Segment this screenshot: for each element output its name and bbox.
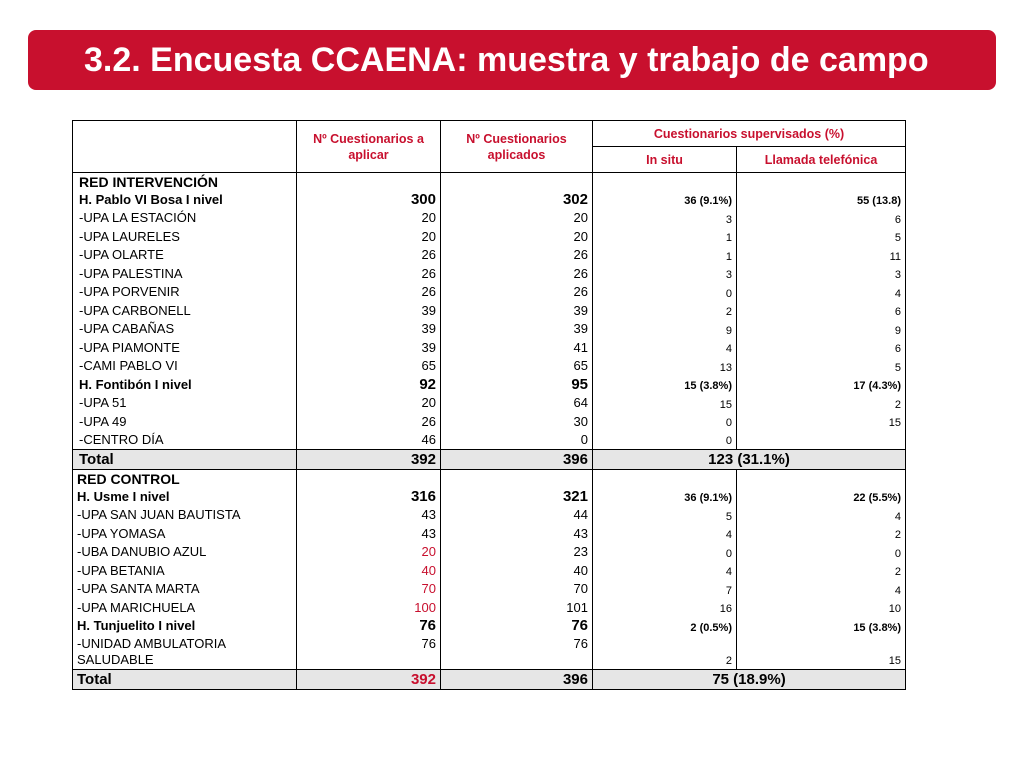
cell-phone: 3 xyxy=(737,265,906,284)
cell-to-apply: 39 xyxy=(297,302,441,321)
row-name: -UPA CARBONELL xyxy=(73,302,297,321)
table-row xyxy=(73,599,906,618)
cell-in-situ: 7 xyxy=(593,580,737,599)
row-name: -UPA PORVENIR xyxy=(73,283,297,302)
intervention-total-row xyxy=(73,450,906,470)
total-supervised: 123 (31.1%) xyxy=(593,450,906,470)
row-name: -UPA BETANIA xyxy=(73,562,297,581)
table-row xyxy=(73,413,906,432)
cell-phone: 17 (4.3%) xyxy=(737,376,906,395)
control-section-blank xyxy=(593,470,737,488)
row-name: -UPA LA ESTACIÓN xyxy=(73,209,297,228)
cell-in-situ: 36 (9.1%) xyxy=(593,488,737,507)
row-name: H. Tunjuelito I nivel xyxy=(73,617,297,636)
cell-in-situ: 13 xyxy=(593,357,737,376)
total-applied: 396 xyxy=(441,670,593,690)
cell-in-situ: 4 xyxy=(593,339,737,358)
cell-applied: 26 xyxy=(441,283,593,302)
cell-in-situ: 2 (0.5%) xyxy=(593,617,737,636)
header-supervised: Cuestionarios supervisados (%) xyxy=(593,121,906,147)
cell-applied: 39 xyxy=(441,302,593,321)
cell-applied: 39 xyxy=(441,320,593,339)
cell-to-apply: 26 xyxy=(297,265,441,284)
table-row xyxy=(73,580,906,599)
cell-in-situ: 15 (3.8%) xyxy=(593,376,737,395)
cell-in-situ: 0 xyxy=(593,283,737,302)
table-row xyxy=(73,506,906,525)
cell-to-apply: 20 xyxy=(297,209,441,228)
table-row xyxy=(73,525,906,544)
cell-in-situ: 4 xyxy=(593,562,737,581)
table-row xyxy=(73,636,906,670)
cell-phone: 2 xyxy=(737,562,906,581)
control-section-blank xyxy=(441,470,593,488)
cell-phone: 2 xyxy=(737,525,906,544)
cell-applied: 101 xyxy=(441,599,593,618)
cell-phone: 11 xyxy=(737,246,906,265)
row-name: H. Pablo VI Bosa I nivel xyxy=(73,191,297,210)
cell-applied: 30 xyxy=(441,413,593,432)
cell-in-situ: 9 xyxy=(593,320,737,339)
header-applied: Nº Cuestionarios aplicados xyxy=(441,121,593,173)
cell-applied: 0 xyxy=(441,431,593,450)
total-applied: 396 xyxy=(441,450,593,470)
cell-to-apply: 39 xyxy=(297,320,441,339)
cell-applied: 41 xyxy=(441,339,593,358)
slide-title: 3.2. Encuesta CCAENA: muestra y trabajo de campo xyxy=(84,41,929,79)
cell-phone: 4 xyxy=(737,283,906,302)
cell-in-situ: 0 xyxy=(593,413,737,432)
header-empty xyxy=(73,121,297,173)
cell-to-apply: 92 xyxy=(297,376,441,395)
intervention-section-blank xyxy=(441,173,593,191)
header-to-apply: Nº Cuestionarios a aplicar xyxy=(297,121,441,173)
table-row xyxy=(73,320,906,339)
cell-in-situ: 2 xyxy=(593,636,737,670)
cell-to-apply: 70 xyxy=(297,580,441,599)
cell-phone: 55 (13.8) xyxy=(737,191,906,210)
intervention-section-label: RED INTERVENCIÓN xyxy=(73,173,297,191)
cell-applied: 76 xyxy=(441,617,593,636)
cell-to-apply: 20 xyxy=(297,228,441,247)
cell-to-apply: 46 xyxy=(297,431,441,450)
header-phone: Llamada telefónica xyxy=(737,147,906,173)
cell-phone: 10 xyxy=(737,599,906,618)
control-section-label: RED CONTROL xyxy=(73,470,297,488)
cell-to-apply: 65 xyxy=(297,357,441,376)
control-section-blank xyxy=(297,470,441,488)
cell-to-apply: 39 xyxy=(297,339,441,358)
cell-phone: 15 xyxy=(737,636,906,670)
total-supervised: 75 (18.9%) xyxy=(593,670,906,690)
cell-to-apply: 300 xyxy=(297,191,441,210)
cell-phone: 0 xyxy=(737,543,906,562)
cell-in-situ: 16 xyxy=(593,599,737,618)
cell-to-apply: 20 xyxy=(297,394,441,413)
cell-phone: 5 xyxy=(737,357,906,376)
survey-table xyxy=(72,120,906,690)
row-name: -UPA PIAMONTE xyxy=(73,339,297,358)
cell-in-situ: 3 xyxy=(593,265,737,284)
row-name: H. Usme I nivel xyxy=(73,488,297,507)
table-row xyxy=(73,209,906,228)
cell-phone: 22 (5.5%) xyxy=(737,488,906,507)
cell-applied: 23 xyxy=(441,543,593,562)
cell-in-situ: 4 xyxy=(593,525,737,544)
cell-applied: 26 xyxy=(441,265,593,284)
cell-phone: 6 xyxy=(737,339,906,358)
control-section-row xyxy=(73,470,906,488)
intervention-section-blank xyxy=(593,173,737,191)
cell-to-apply: 43 xyxy=(297,525,441,544)
total-label: Total xyxy=(73,450,297,470)
row-name: -UPA PALESTINA xyxy=(73,265,297,284)
row-name: -UPA OLARTE xyxy=(73,246,297,265)
table-row xyxy=(73,265,906,284)
cell-to-apply: 26 xyxy=(297,413,441,432)
cell-phone: 4 xyxy=(737,580,906,599)
cell-to-apply: 100 xyxy=(297,599,441,618)
cell-in-situ: 1 xyxy=(593,228,737,247)
cell-applied: 20 xyxy=(441,209,593,228)
cell-applied: 70 xyxy=(441,580,593,599)
row-name: -UPA MARICHUELA xyxy=(73,599,297,618)
cell-applied: 76 xyxy=(441,636,593,670)
cell-in-situ: 3 xyxy=(593,209,737,228)
table-row xyxy=(73,246,906,265)
cell-to-apply: 40 xyxy=(297,562,441,581)
table-row xyxy=(73,394,906,413)
table-row xyxy=(73,617,906,636)
intervention-body xyxy=(73,173,906,470)
row-name: -CENTRO DÍA xyxy=(73,431,297,450)
table-row xyxy=(73,543,906,562)
table-row xyxy=(73,191,906,210)
intervention-section-row xyxy=(73,173,906,191)
table-row xyxy=(73,283,906,302)
cell-phone: 15 xyxy=(737,413,906,432)
cell-in-situ: 36 (9.1%) xyxy=(593,191,737,210)
cell-to-apply: 316 xyxy=(297,488,441,507)
table-row xyxy=(73,339,906,358)
row-name: -UPA SAN JUAN BAUTISTA xyxy=(73,506,297,525)
cell-to-apply: 26 xyxy=(297,246,441,265)
cell-phone: 2 xyxy=(737,394,906,413)
control-section-blank xyxy=(737,470,906,488)
cell-phone: 5 xyxy=(737,228,906,247)
row-name: -CAMI PABLO VI xyxy=(73,357,297,376)
intervention-section-blank xyxy=(297,173,441,191)
cell-phone: 4 xyxy=(737,506,906,525)
cell-applied: 302 xyxy=(441,191,593,210)
row-name: H. Fontibón I nivel xyxy=(73,376,297,395)
cell-in-situ: 0 xyxy=(593,431,737,450)
cell-applied: 44 xyxy=(441,506,593,525)
row-name: -UPA YOMASA xyxy=(73,525,297,544)
cell-applied: 43 xyxy=(441,525,593,544)
control-body xyxy=(73,470,906,690)
row-name: -UPA CABAÑAS xyxy=(73,320,297,339)
cell-in-situ: 0 xyxy=(593,543,737,562)
cell-phone: 15 (3.8%) xyxy=(737,617,906,636)
row-name: -UBA DANUBIO AZUL xyxy=(73,543,297,562)
cell-applied: 40 xyxy=(441,562,593,581)
total-to-apply: 392 xyxy=(297,450,441,470)
cell-applied: 95 xyxy=(441,376,593,395)
total-to-apply: 392 xyxy=(297,670,441,690)
cell-phone xyxy=(737,431,906,450)
slide-title-banner xyxy=(28,30,996,90)
row-name: -UPA 49 xyxy=(73,413,297,432)
control-total-row xyxy=(73,670,906,690)
row-name: -UPA SANTA MARTA xyxy=(73,580,297,599)
cell-applied: 65 xyxy=(441,357,593,376)
cell-phone: 9 xyxy=(737,320,906,339)
cell-applied: 26 xyxy=(441,246,593,265)
cell-applied: 20 xyxy=(441,228,593,247)
table-row xyxy=(73,562,906,581)
row-name: -UPA 51 xyxy=(73,394,297,413)
header-in-situ: In situ xyxy=(593,147,737,173)
cell-phone: 6 xyxy=(737,302,906,321)
intervention-section-blank xyxy=(737,173,906,191)
table-row xyxy=(73,488,906,507)
table-row xyxy=(73,357,906,376)
table-row xyxy=(73,302,906,321)
table-row xyxy=(73,228,906,247)
table-row xyxy=(73,376,906,395)
cell-in-situ: 2 xyxy=(593,302,737,321)
cell-to-apply: 76 xyxy=(297,636,441,670)
cell-to-apply: 76 xyxy=(297,617,441,636)
row-name: -UPA LAURELES xyxy=(73,228,297,247)
cell-phone: 6 xyxy=(737,209,906,228)
row-name: -UNIDAD AMBULATORIA SALUDABLE xyxy=(73,636,297,670)
cell-to-apply: 43 xyxy=(297,506,441,525)
total-label: Total xyxy=(73,670,297,690)
table-row xyxy=(73,431,906,450)
cell-to-apply: 26 xyxy=(297,283,441,302)
cell-in-situ: 15 xyxy=(593,394,737,413)
cell-in-situ: 5 xyxy=(593,506,737,525)
cell-applied: 321 xyxy=(441,488,593,507)
cell-in-situ: 1 xyxy=(593,246,737,265)
cell-applied: 64 xyxy=(441,394,593,413)
cell-to-apply: 20 xyxy=(297,543,441,562)
